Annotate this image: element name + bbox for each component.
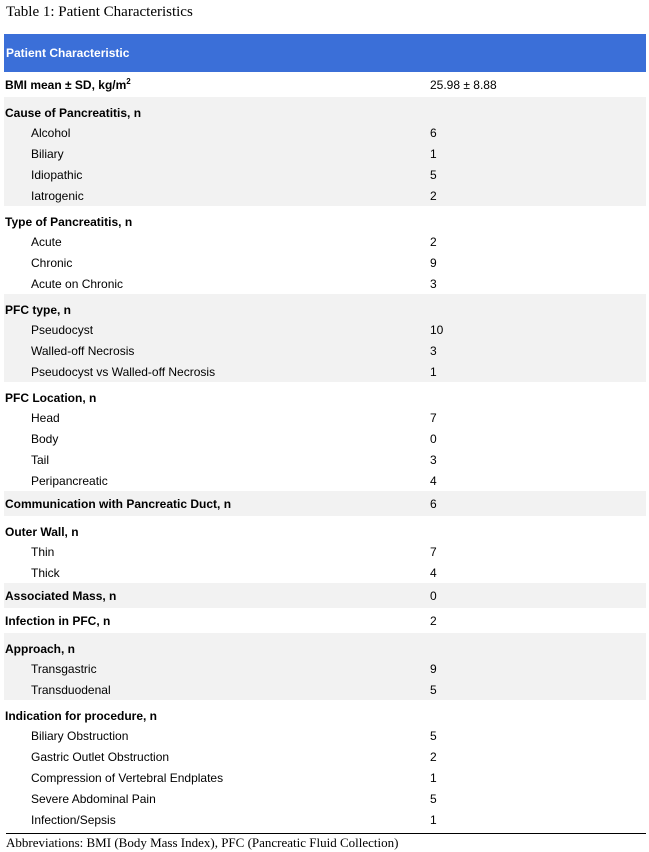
table-group [4,206,646,294]
section-value: 2 [430,613,437,628]
row-label: Transduodenal [31,682,111,697]
table-row [4,679,646,700]
table-group [4,97,646,206]
row-value: 2 [430,234,437,249]
bmi-label [4,77,430,92]
section-title: Type of Pancreatitis, n [5,215,133,229]
row-label: Biliary [31,146,64,161]
row-label: Compression of Vertebral Endplates [31,770,224,785]
table-body [4,97,646,830]
table-caption: Table 1: Patient Characteristics [6,4,193,20]
row-value: 3 [430,452,437,467]
section-row [4,583,646,608]
section-row [4,700,646,725]
row-value: 7 [430,544,437,559]
table-row [4,407,646,428]
row-label: Acute on Chronic [31,276,124,291]
row-label: Pseudocyst vs Walled-off Necrosis [31,364,216,379]
table-row [4,122,646,143]
section-title: PFC Location, n [5,391,97,405]
table-row [4,164,646,185]
row-value: 2 [430,749,437,764]
row-value: 0 [430,431,437,446]
section-title: Cause of Pancreatitis, n [5,106,142,120]
row-label: Tail [31,452,50,467]
section-row [4,97,646,122]
table-group [4,633,646,700]
row-value: 3 [430,343,437,358]
section-row [4,491,646,516]
table-row [4,319,646,340]
row-label: Walled-off Necrosis [31,343,135,358]
table-group [4,583,646,608]
section-title: Communication with Pancreatic Duct, n [5,496,232,511]
table-row [4,562,646,583]
row-value: 3 [430,276,437,291]
section-value: 0 [430,588,437,603]
row-label: Acute [31,234,62,249]
table-row [4,361,646,382]
bmi-unit-superscript: 2 [126,77,131,86]
row-label: Severe Abdominal Pain [31,791,156,806]
row-value: 5 [430,728,437,743]
table-row [4,658,646,679]
patient-characteristics-table [4,34,646,830]
table-row [4,72,646,97]
section-row [4,608,646,633]
row-label: Chronic [31,255,73,270]
table-group [4,608,646,633]
row-label: Thin [31,544,55,559]
row-label: Transgastric [31,661,97,676]
table-footnote: Abbreviations: BMI (Body Mass Index), PFC (Pancreatic Fluid Collection) [6,833,646,851]
row-label: Idiopathic [31,167,83,182]
row-value: 9 [430,661,437,676]
section-row [4,206,646,231]
row-value: 4 [430,473,437,488]
table-group [4,294,646,382]
row-label: Biliary Obstruction [31,728,129,743]
row-label: Peripancreatic [31,473,108,488]
table-group [4,700,646,830]
row-value: 5 [430,682,437,697]
row-value: 4 [430,565,437,580]
row-label: Body [31,431,59,446]
table-row [4,809,646,830]
table-row [4,788,646,809]
row-value: 1 [430,146,437,161]
row-label: Alcohol [31,125,71,140]
row-value: 10 [430,322,444,337]
table-row [4,185,646,206]
bmi-group [4,72,646,97]
row-value: 1 [430,770,437,785]
table-header [4,34,646,72]
section-title: Infection in PFC, n [5,613,111,628]
table-row [4,252,646,273]
row-label: Iatrogenic [31,188,84,203]
section-row [4,382,646,407]
table-group [4,382,646,491]
section-value: 6 [430,496,437,511]
table-row [4,449,646,470]
header-label: Patient Characteristic [6,46,130,60]
bmi-label-text: BMI mean ± SD, kg/m [5,78,127,92]
table-row [4,541,646,562]
row-label: Thick [31,565,60,580]
row-value: 5 [430,167,437,182]
row-label: Gastric Outlet Obstruction [31,749,170,764]
section-row [4,294,646,319]
section-title: Associated Mass, n [5,588,117,603]
section-title: PFC type, n [5,303,72,317]
section-title: Indication for procedure, n [5,709,158,723]
row-value: 1 [430,812,437,827]
table-row [4,340,646,361]
table-row [4,470,646,491]
table-group [4,516,646,583]
row-value: 5 [430,791,437,806]
table-row [4,273,646,294]
table-row [4,143,646,164]
section-title: Outer Wall, n [5,525,79,539]
row-value: 2 [430,188,437,203]
table-row [4,428,646,449]
row-label: Head [31,410,60,425]
row-label: Pseudocyst [31,322,94,337]
row-label: Infection/Sepsis [31,812,116,827]
table-row [4,746,646,767]
table-row [4,725,646,746]
section-row [4,516,646,541]
row-value: 9 [430,255,437,270]
table-row [4,767,646,788]
table-row [4,231,646,252]
row-value: 1 [430,364,437,379]
row-value: 7 [430,410,437,425]
bmi-value: 25.98 ± 8.88 [430,77,497,92]
section-title: Approach, n [5,642,76,656]
table-group [4,491,646,516]
row-value: 6 [430,125,437,140]
section-row [4,633,646,658]
